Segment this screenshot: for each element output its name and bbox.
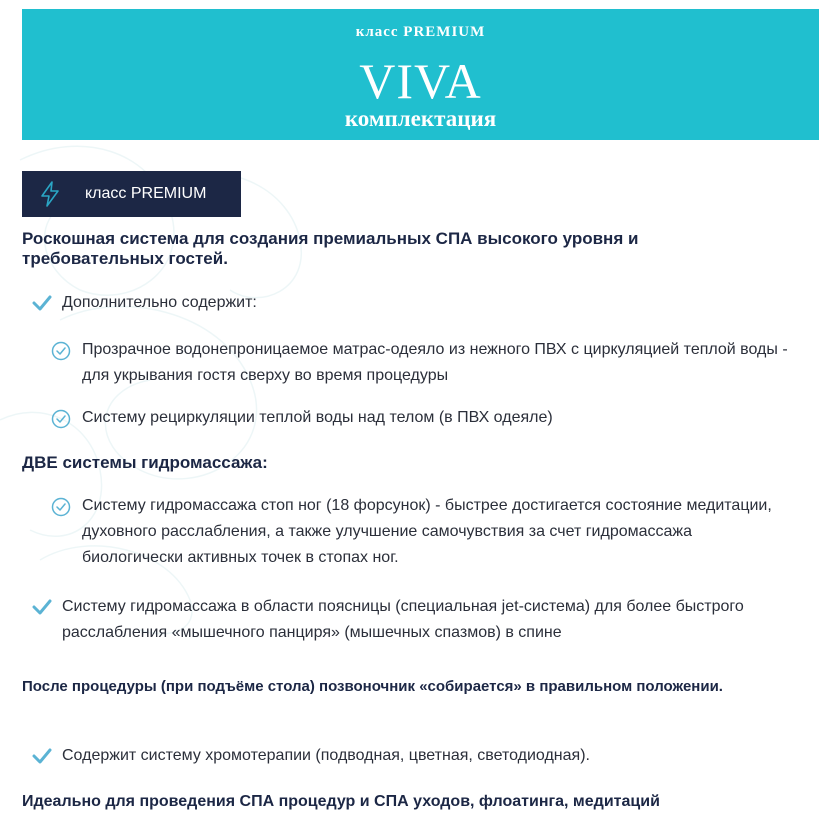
badge-label: класс PREMIUM <box>85 185 207 202</box>
check-icon <box>32 598 52 616</box>
check-circle-icon <box>51 497 71 517</box>
lightning-icon <box>39 181 61 207</box>
list-item: Систему рециркуляции теплой воды над телом (в ПВХ одеяле) <box>82 409 553 426</box>
check-circle-icon <box>51 341 71 361</box>
after-procedure-note: После процедуры (при подъёме стола) позвоночник «собирается» в правильном положении. <box>22 678 723 695</box>
check-circle-icon <box>51 409 71 429</box>
hero-subtitle: класс PREMIUM <box>355 24 486 40</box>
hero-banner <box>22 9 819 140</box>
additional-label: Дополнительно содержит: <box>62 294 257 311</box>
hydro-heading: ДВЕ системы гидромассажа: <box>22 453 268 472</box>
ideal-for-text: Идеально для проведения СПА процедур и СПА уходов, флоатинга, медитаций <box>22 793 660 810</box>
hero-title: VIVA <box>359 53 482 109</box>
list-item: Систему гидромассажа стоп ног (18 форсунок) - быстрее достигается состояние медитации, духовного расслабления, а также улучшение самочувствия за счет гидромассажа биологически активных точек в стопах ног. <box>82 497 772 566</box>
lumbar-item: Систему гидромассажа в области поясницы (специальная jet-система) для более быстрого расслабления «мышечного панциря» (мышечных спазмов) в спине <box>62 598 744 641</box>
hero-kit-label: комплектация <box>344 106 497 131</box>
intro-text: Роскошная система для создания премиальных СПА высокого уровня и требовательных гостей. <box>22 229 639 268</box>
list-item: Прозрачное водонепроницаемое матрас-одеяло из нежного ПВХ с циркуляцией теплой воды - для укрывания гостя сверху во время процедуры <box>82 341 788 384</box>
chromotherapy-item: Содержит систему хромотерапии (подводная, цветная, светодиодная). <box>62 747 590 764</box>
check-icon <box>32 294 52 312</box>
premium-class-badge <box>22 171 241 217</box>
check-icon <box>32 747 52 765</box>
